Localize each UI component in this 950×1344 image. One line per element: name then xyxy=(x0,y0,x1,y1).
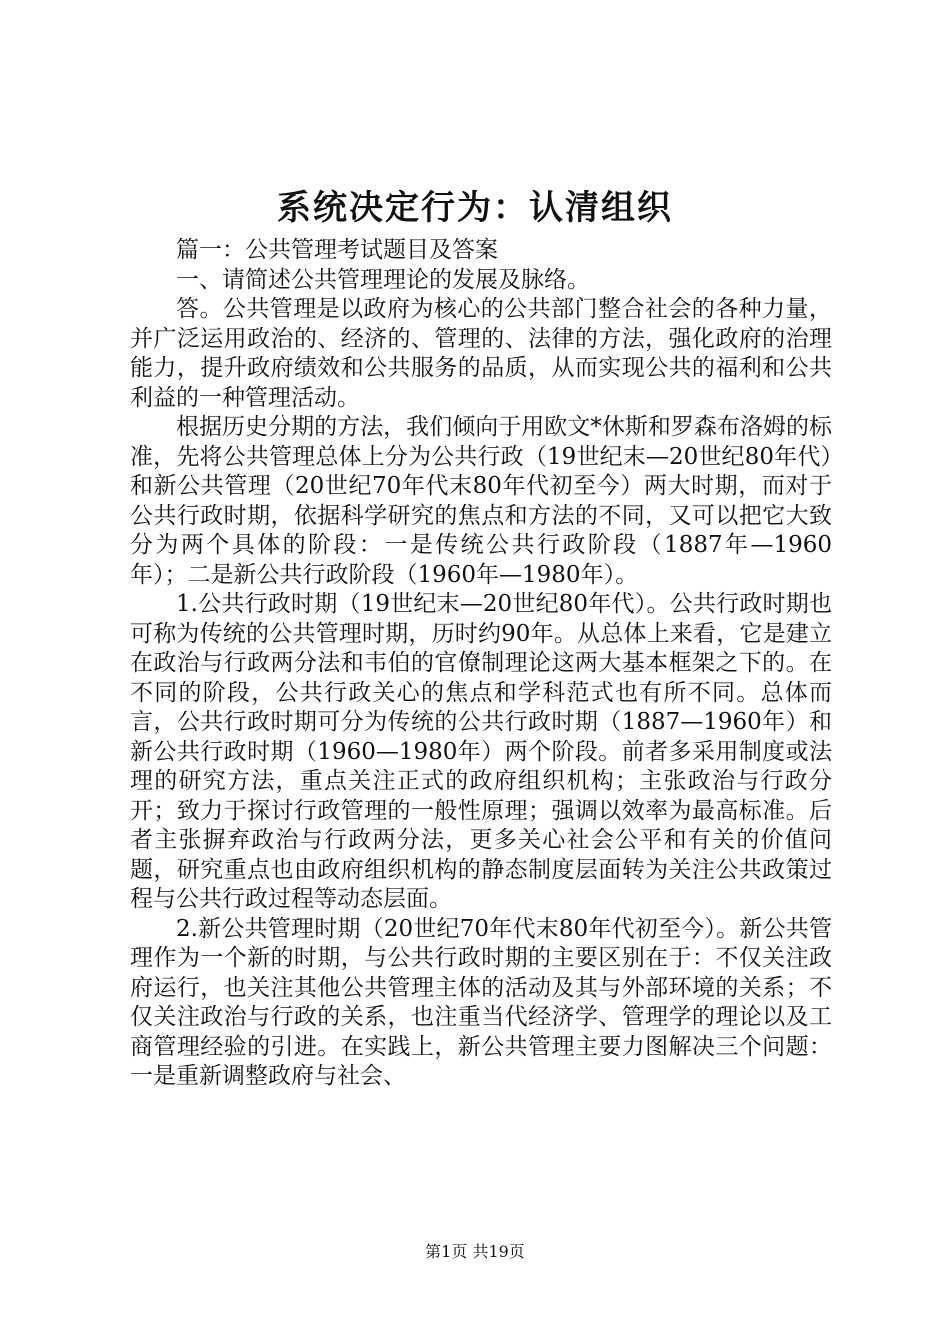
document-body xyxy=(130,236,832,1092)
paragraph-section-heading: 篇一：公共管理考试题目及答案 xyxy=(176,237,498,263)
paragraph-history: 根据历史分期的方法，我们倾向于用欧文*休斯和罗森布洛姆的标准，先将公共管理总体上分为公共行政（19世纪末—20世纪80年代）和新公共管理（20世纪70年代末80年代初至今）两大时期，而对于公共行政时期，依据科学研究的焦点和方法的不同，又可以把它大致分为两个具体的阶段：一是传统公共行政阶段（1887年—1960年）；二是新公共行政阶段（1960年—1980年）。 xyxy=(130,414,832,588)
page-footer: 第1页 共19页 xyxy=(425,1242,525,1261)
document-title: 系统决定行为：认清组织 xyxy=(277,188,673,228)
paragraph-question: 一、请简述公共管理理论的发展及脉络。 xyxy=(176,266,590,293)
paragraph-public-administration: 1.公共行政时期（19世纪末—20世纪80年代）。公共行政时期也可称为传统的公共管理时期，历时约90年。从总体上来看，它是建立在政治与行政两分法和韦伯的官僚制理论这两大基本框架之下的。在不同的阶段，公共行政关心的焦点和学科范式也有所不同。总体而言，公共行政时期可分为传统的公共行政时期（1887—1960年）和新公共行政时期（1960—1980年）两个阶段。前者多采用制度或法理的研究方法，重点关注正式的政府组织机构；主张政治与行政分开；致力于探讨行政管理的一般性原理；强调以效率为最高标准。后者主张摒弃政治与行政两分法，更多关心社会公平和有关的价值问题，研究重点也由政府组织机构的静态制度层面转为关注公共政策过程与公共行政过程等动态层面。 xyxy=(130,591,832,912)
paragraph-answer: 答。公共管理是以政府为核心的公共部门整合社会的各种力量，并广泛运用政治的、经济的、管理的、法律的方法，强化政府的治理能力，提升政府绩效和公共服务的品质，从而实现公共的福利和公共利益的一种管理活动。 xyxy=(130,296,832,411)
paragraph-new-public-management: 2.新公共管理时期（20世纪70年代末80年代初至今）。新公共管理作为一个新的时期，与公共行政时期的主要区别在于：不仅关注政府运行，也关注其他公共管理主体的活动及其与外部环境的关系；不仅关注政治与行政的关系，也注重当代经济学、管理学的理论以及工商管理经验的引进。在实践上，新公共管理主要力图解决三个问题：一是重新调整政府与社会、 xyxy=(130,915,832,1089)
